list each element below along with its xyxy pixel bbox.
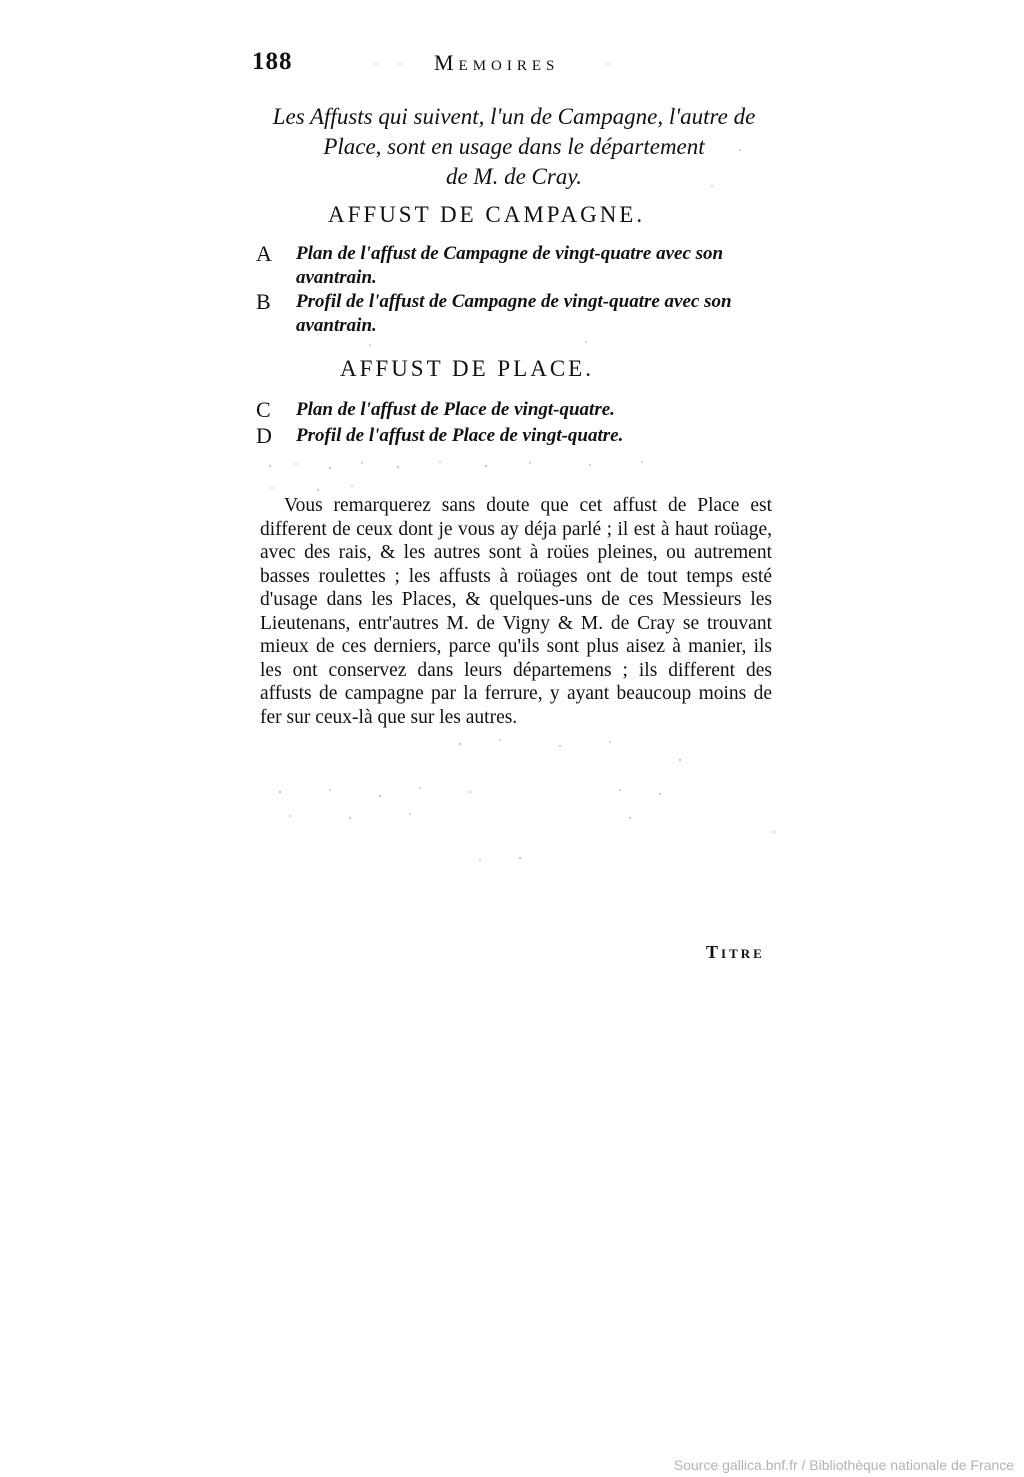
intro-line: de M. de Cray. — [445, 164, 583, 189]
catchword: Titre — [706, 942, 765, 962]
legend-letter: D — [256, 423, 272, 448]
legend-text: Plan de l'affust de Campagne de vingt-quatre avec son avantrain. — [296, 243, 724, 288]
section-heading-place: AFFUST DE PLACE. — [340, 356, 594, 381]
legend-text: Plan de l'affust de Place de vingt-quatre. — [296, 399, 615, 420]
legend-letter: B — [256, 289, 271, 314]
legend-text: Profil de l'affust de Place de vingt-quatre. — [296, 425, 624, 446]
page-number: 188 — [252, 48, 293, 75]
intro-line: Les Affusts qui suivent, l'un de Campagne, l'autre de — [272, 104, 756, 129]
intro-line: Place, sont en usage dans le département — [323, 134, 705, 159]
body-paragraph: Vous remarquerez sans doute que cet affust de Place est different de ceux dont je vous ay déja parlé ; il est à haut roüage, avec des rais, & les autres sont à roües pleines, ou autrement basses roulettes ; les affusts à roüages ont de tout temps esté d'usage dans les Places, & quelques-uns de ces Messieurs les Lieutenans, entr'autres M. de Vigny & M. de Cray se trouvant mieux de ces derniers, parce qu'ils sont plus aisez à manier, ils les ont conservez dans leurs départemens ; ils different des affusts de campagne par la ferrure, y ayant beaucoup moins de fer sur ceux-là que sur les autres. — [260, 495, 772, 728]
running-title: Memoires — [434, 50, 560, 75]
legend-text: Profil de l'affust de Campagne de vingt-quatre avec son avantrain. — [296, 291, 732, 336]
section-heading-campagne: AFFUST DE CAMPAGNE. — [328, 202, 646, 227]
legend-letter: A — [256, 241, 272, 266]
source-credit: Source gallica.bnf.fr / Bibliothèque nationale de France — [673, 1457, 1014, 1473]
legend-letter: C — [256, 397, 271, 422]
